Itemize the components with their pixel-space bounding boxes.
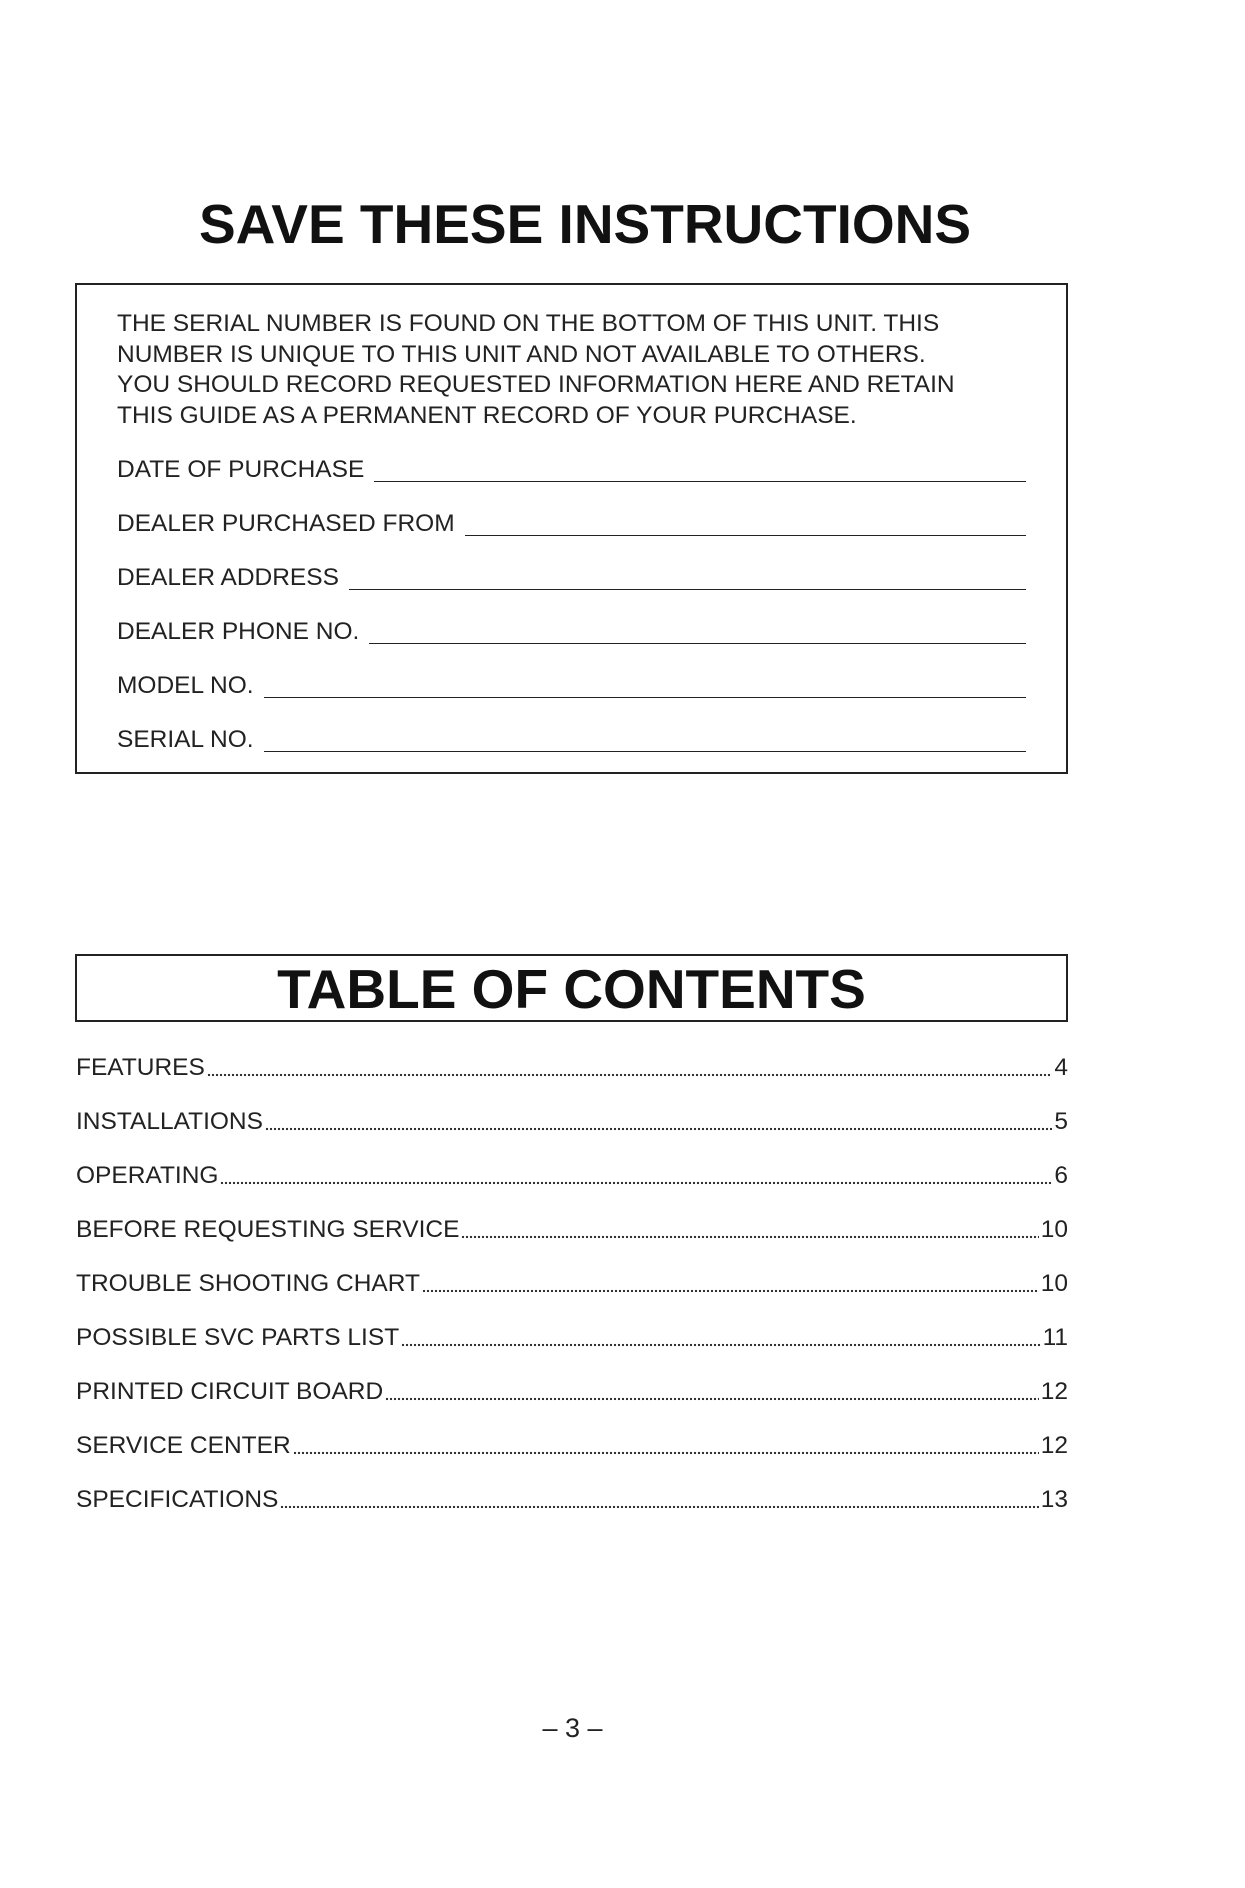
toc-item-page: 12 xyxy=(1040,1432,1068,1459)
toc-heading-box xyxy=(75,954,1068,1022)
page-number: – 3 – xyxy=(542,1713,603,1743)
notice-line: THE SERIAL NUMBER IS FOUND ON THE BOTTOM OF THIS UNIT. THIS xyxy=(117,310,940,337)
toc-item-label: SERVICE CENTER xyxy=(76,1432,291,1459)
field-label: DATE OF PURCHASE xyxy=(117,456,365,483)
toc-item[interactable] xyxy=(76,1430,1068,1460)
toc-item-page: 10 xyxy=(1040,1216,1068,1243)
date-of-purchase-field[interactable] xyxy=(117,452,1026,484)
blank-line[interactable] xyxy=(374,480,1026,482)
toc-item-label: TROUBLE SHOOTING CHART xyxy=(76,1270,420,1297)
toc-item[interactable] xyxy=(76,1214,1068,1244)
toc-item[interactable] xyxy=(76,1160,1068,1190)
blank-line[interactable] xyxy=(369,642,1026,644)
save-instructions-title: SAVE THESE INSTRUCTIONS xyxy=(198,193,972,255)
dealer-phone-field[interactable] xyxy=(117,614,1026,646)
toc-item-label: OPERATING xyxy=(76,1162,219,1189)
field-label: DEALER PHONE NO. xyxy=(117,618,360,645)
toc-item-label: PRINTED CIRCUIT BOARD xyxy=(76,1378,384,1405)
toc-item[interactable] xyxy=(76,1268,1068,1298)
notice-line: NUMBER IS UNIQUE TO THIS UNIT AND NOT AVAILABLE TO OTHERS. xyxy=(117,340,926,368)
toc-item-label: BEFORE REQUESTING SERVICE xyxy=(76,1216,460,1243)
dot-leader xyxy=(385,1397,1039,1401)
toc-title: TABLE OF CONTENTS xyxy=(277,958,866,1020)
toc-item-label: POSSIBLE SVC PARTS LIST xyxy=(76,1324,400,1351)
dot-leader xyxy=(280,1505,1038,1509)
purchase-record-box xyxy=(75,283,1068,774)
dot-leader xyxy=(293,1451,1039,1455)
toc-item[interactable] xyxy=(76,1052,1068,1082)
blank-line[interactable] xyxy=(349,588,1026,590)
model-number-field[interactable] xyxy=(117,668,1026,700)
blank-line[interactable] xyxy=(264,696,1026,698)
serial-number-notice xyxy=(117,309,1057,431)
toc-item[interactable] xyxy=(76,1376,1068,1406)
dot-leader xyxy=(220,1181,1052,1185)
toc-item-page: 10 xyxy=(1040,1270,1068,1297)
field-label: MODEL NO. xyxy=(117,672,254,699)
dealer-address-field[interactable] xyxy=(117,560,1026,592)
dot-leader xyxy=(422,1289,1039,1293)
field-label: DEALER ADDRESS xyxy=(117,564,339,591)
toc-item-label: FEATURES xyxy=(76,1054,205,1081)
dot-leader xyxy=(401,1343,1040,1347)
notice-line: THIS GUIDE AS A PERMANENT RECORD OF YOUR PURCHASE. xyxy=(117,401,857,429)
toc-item-page: 5 xyxy=(1054,1108,1068,1135)
toc-item-label: SPECIFICATIONS xyxy=(76,1486,279,1513)
dot-leader xyxy=(461,1235,1038,1239)
toc-item[interactable] xyxy=(76,1484,1068,1514)
notice-line: YOU SHOULD RECORD REQUESTED INFORMATION HERE AND RETAIN xyxy=(117,371,955,398)
toc-item[interactable] xyxy=(76,1322,1068,1352)
toc-item[interactable] xyxy=(76,1106,1068,1136)
dot-leader xyxy=(207,1073,1052,1077)
blank-line[interactable] xyxy=(465,534,1026,536)
toc-item-page: 13 xyxy=(1040,1486,1068,1513)
toc-item-label: INSTALLATIONS xyxy=(76,1108,263,1135)
blank-line[interactable] xyxy=(264,750,1026,752)
toc-item-page: 4 xyxy=(1054,1054,1068,1081)
toc-item-page: 12 xyxy=(1040,1378,1068,1405)
field-label: SERIAL NO. xyxy=(117,726,254,753)
toc-item-page: 6 xyxy=(1054,1162,1068,1189)
toc-item-page: 11 xyxy=(1042,1324,1068,1351)
dot-leader xyxy=(265,1127,1052,1131)
field-label: DEALER PURCHASED FROM xyxy=(117,510,455,537)
dealer-purchased-from-field[interactable] xyxy=(117,506,1026,538)
serial-number-field[interactable] xyxy=(117,722,1026,754)
